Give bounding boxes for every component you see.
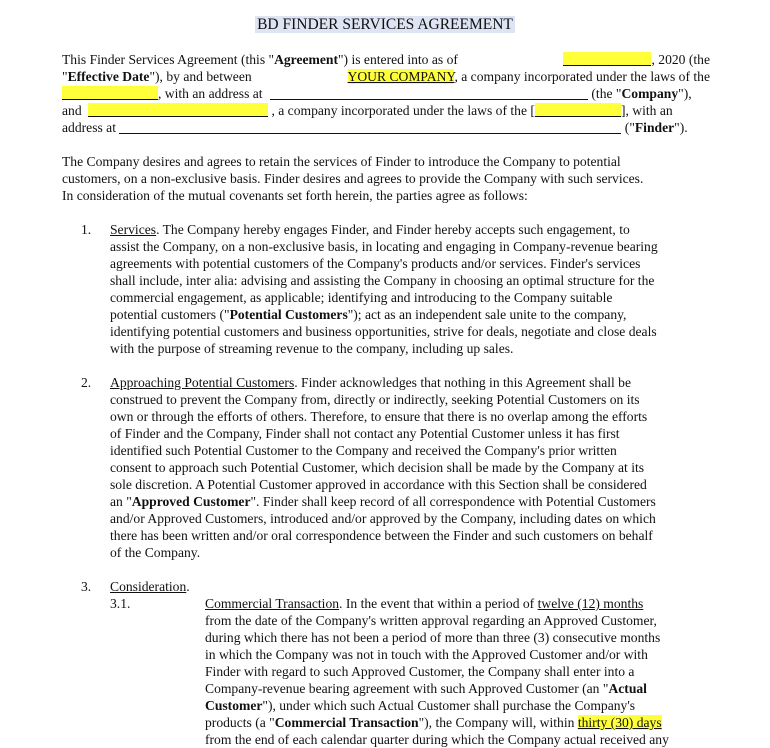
intro-line-2: "Effective Date"), by and between YOUR COMPANY, a company incorporated under the laws of the [62,69,710,84]
section-2-line: identified such Potential Customer to the Company and received the Company's prior written [110,443,617,458]
finder-name-blank[interactable] [88,103,268,117]
section-1-line: shall include, inter alia: advising and assisting the Company in choosing an optimal structure for the [110,273,655,288]
section-1-line: with the purpose of streaming revenue to the company, including up sales. [110,341,514,356]
section-2-line: of the Company. [110,545,201,560]
cut-off-line-wrapper [0,732,770,747]
section-number: 1. [81,222,92,237]
section-2-line: construed to prevent the Company from, directly or indirectly, seeking Potential Customers on its [110,392,640,407]
section-2-line: Approaching Potential Customers. Finder acknowledges that nothing in this Agreement shall be [110,375,632,390]
subsection-heading: Commercial Transaction [205,596,340,611]
intro-line-1: This Finder Services Agreement (this "Agreement") is entered into as of , 2020 (the [62,52,710,67]
section-1-line: potential customers ("Potential Customers"); act as an independent sale unite to the company, [110,307,627,322]
section-2-line: of Finder and the Company, Finder shall not contact any Potential Customer unless it has first [110,426,620,441]
section-3-line: from the date of the Company's written approval regarding an Approved Customer, [205,613,657,628]
recital-line: In consideration of the mutual covenants set forth herein, the parties agree as follows: [62,188,528,203]
company-jurisdiction-blank[interactable] [62,86,158,100]
finder-address-blank[interactable] [119,120,621,134]
intro-line-4: and , a company incorporated under the laws of the [ ], with an [62,103,673,118]
section-1-line: agreements with potential customers of the Company's products and/or services. Finder's services [110,256,641,271]
section-heading: Services [110,222,157,237]
section-number: 3. [81,579,92,594]
section-2-line: consent to approach such Potential Customer, which decision shall be made by the Company at its [110,460,645,475]
section-heading: Approaching Potential Customers [110,375,295,390]
section-3-line: Finder with regard to such Approved Customer, the Company shall enter into a [205,664,635,679]
section-1-line: commercial engagement, as applicable; identifying and introducing to the Company suitable [110,290,613,305]
section-number: 2. [81,375,92,390]
your-company-field[interactable]: YOUR COMPANY [347,69,455,84]
intro-line-3: , with an address at (the "Company"), [62,85,710,102]
section-2-line: own or through the efforts of others. Therefore, to ensure that there is no overlap among the efforts [110,409,648,424]
company-address-blank[interactable] [270,86,588,100]
section-1-line: assist the Company, on a non-exclusive basis, in locating and engaging in Company-revenue bearing [110,239,658,254]
section-2-line: and/or Approved Customers, introduced and/or approved by the Company, including dates on which [110,511,656,526]
document-title: BD FINDER SERVICES AGREEMENT [257,16,513,33]
section-2-line: sole discretion. A Potential Customer approved in accordance with this Section shall be considered [110,477,647,492]
recital-line: customers, on a non-exclusive basis. Finder desires and agrees to provide the Company with such services. [62,171,644,186]
section-1-line: identifying potential customers and business opportunities, strive for deals, negotiate and close deals [110,324,657,339]
section-3-line: from the end of each calendar quarter during which the Company actual received any [205,732,669,747]
section-3-line: during which there has not been a period of more than three (3) consecutive months [205,630,661,645]
section-1-line: Services. The Company hereby engages Finder, and Finder hereby accepts such engagement, to [110,222,630,237]
section-2-line: there has been written and/or oral correspondence between the Finder and such customers on behalf [110,528,653,543]
section-3-line: Commercial Transaction. In the event that within a period of twelve (12) months [205,596,644,611]
section-3-line: Customer"), under which such Actual Customer shall purchase the Company's [205,698,636,713]
section-3-line: Company-revenue bearing agreement with such Approved Customer (an "Actual [205,681,647,696]
section-3-line: in which the Company was not in touch with the Approved Customer and/or with [205,647,648,662]
section-heading: Consideration [110,579,187,594]
section-2-line: an "Approved Customer". Finder shall keep record of all correspondence with Potential Customers [110,494,656,509]
section-3-line: products (a "Commercial Transaction"), the Company will, within thirty (30) days [205,715,662,730]
recital-line: The Company desires and agrees to retain the services of Finder to introduce the Company to potential [62,154,621,169]
date-blank[interactable] [563,52,651,66]
finder-jurisdiction-blank[interactable] [535,103,621,117]
thirty-days-highlight: thirty (30) days [577,715,662,730]
section-3-heading: Consideration. [110,579,190,594]
intro-line-5: address at ("Finder"). [62,120,688,135]
subsection-number: 3.1. [110,596,131,611]
